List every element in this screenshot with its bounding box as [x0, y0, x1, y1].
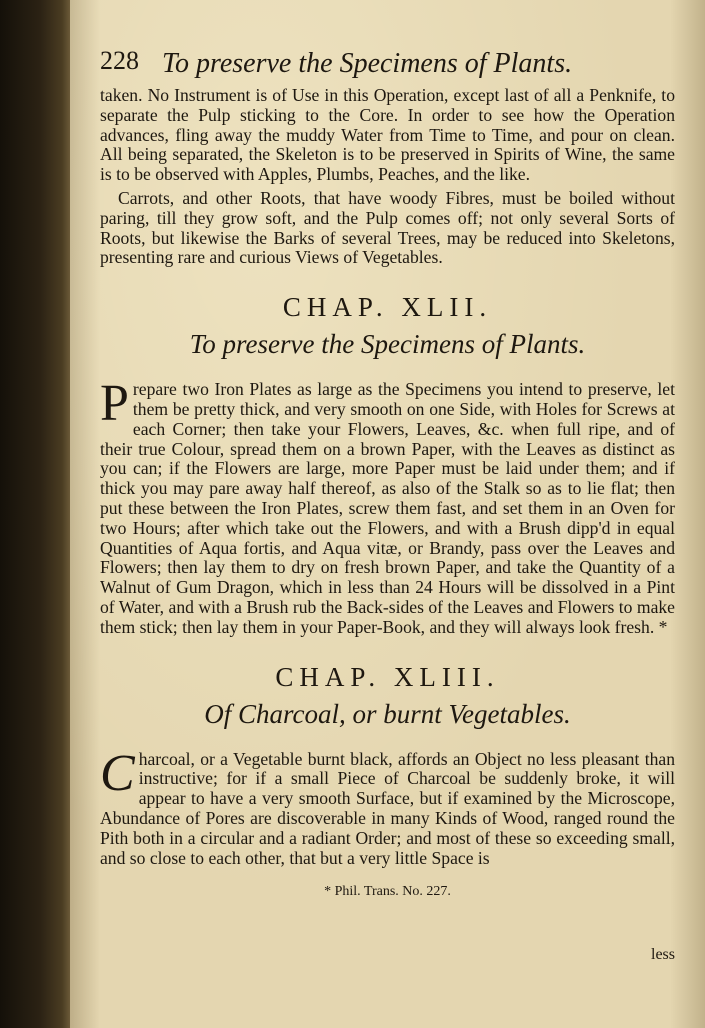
chapter-title-43: Of Charcoal, or burnt Vegetables.: [204, 698, 571, 729]
paragraph-continued: taken. No Instrument is of Use in this Operation, except last of all a Penknife, to separate the Pulp sticking to the Core. In order to see how the Operation advances, fling away the muddy Water from Time to Time, and pour on clean. All being separated, the Skeleton is to be preserved in Spirits of Wine, the same is to be observed with Apples, Plumbs, Peaches, and the like.: [100, 85, 675, 185]
chapter-title-42: To preserve the Specimens of Plants.: [189, 329, 586, 360]
chapter-42-text: repare two Iron Plates as large as the Specimens you intend to preserve, let them be pretty thick, and very smooth on one Side, with Holes for Screws at each Corner; then take your Flowers, Leaves, &c. when full ripe, and of their true Colour, spread them on a brown Paper, with the Leaves as distinct as you can; if the Flowers are large, more Paper must be laid under them; and if thick you may pare away half thereof, as also of the Stalk so as to lie flat; then put these between the Iron Plates, screw them fast, and set them in an Oven for two Hours; after which take out the Flowers, and with a Brush dipp'd in equal Quantities of Aqua fortis, and Aqua vitæ, or Brandy, pass over the Leaves and Flowers; then lay them to dry on fresh brown Paper, and take the Quantity of a Walnut of Gum Dragon, which in less than 24 Hours will be dissolved in a Pint of Water, and with a Brush rub the Back-sides of the Leaves and Flowers to make them stick; then lay them in your Paper-Book, and they will always look fresh. *: [100, 379, 675, 637]
page-content: [100, 46, 675, 900]
drop-cap-p: P: [100, 375, 129, 433]
paragraph-carrots: Carrots, and other Roots, that have woody Fibres, must be boiled without paring, till they grow soft, and the Pulp comes off; not only several Sorts of Roots, but likewise the Barks of several Trees, may be reduced into Skeletons, presenting rare and curious Views of Vegetables.: [100, 187, 675, 268]
running-title: To preserve the Specimens of Plants.: [162, 48, 573, 79]
page-number: 228: [100, 46, 139, 75]
page-header: [100, 46, 675, 86]
chapter-heading-42: CHAP. XLII.: [282, 292, 493, 323]
chapter-42-body: [100, 375, 675, 637]
catchword: less: [651, 946, 675, 963]
chapter-43-body: [100, 744, 675, 869]
drop-cap-c: C: [100, 744, 135, 802]
chapter-heading-43: CHAP. XLIII.: [275, 661, 500, 692]
chapter-43-text: harcoal, or a Vegetable burnt black, affords an Object no less pleasant than instructive; for if a small Piece of Charcoal be suddenly broke, it will appear to have a very smooth Surface, but if examined by the Microscope, Abundance of Pores are discoverable in many Kinds of Wood, ranged round the Pith both in a circular and a radiant Order; and most of these so exceeding small, and so close to each other, that but a very little Space is: [100, 748, 675, 868]
footnote: * Phil. Trans. No. 227.: [324, 884, 451, 900]
book-spine-shadow: [0, 0, 70, 1028]
book-page: [70, 0, 705, 1028]
